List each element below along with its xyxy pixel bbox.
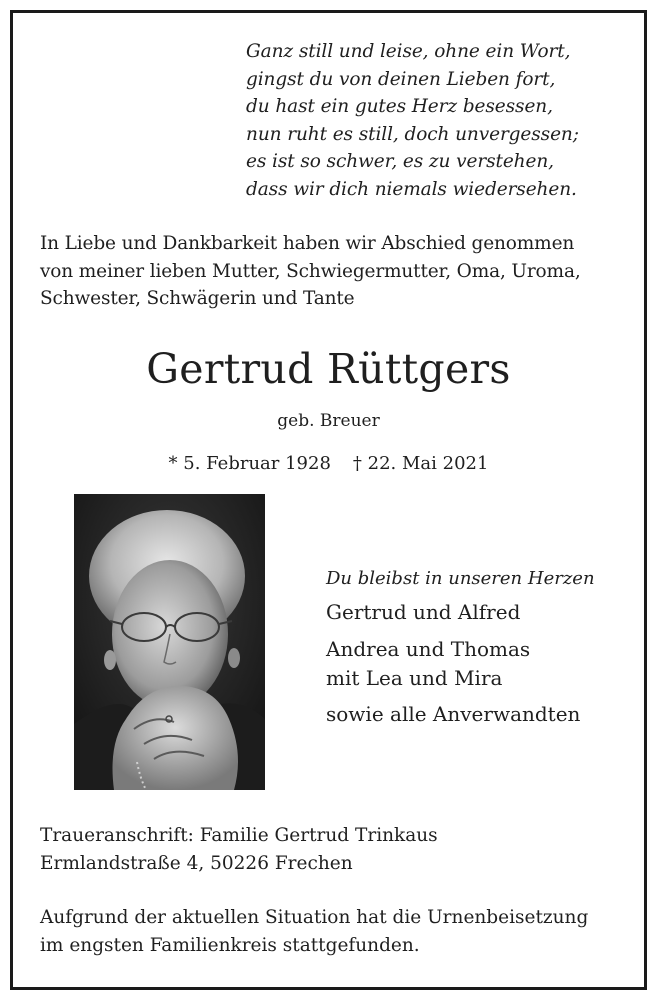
mourner-line: Gertrud und Alfred [326, 600, 521, 624]
maiden-name: geb. Breuer [277, 411, 380, 431]
death-date: † 22. Mai 2021 [352, 453, 489, 474]
poem-line: nun ruht es still, doch unvergessen; [246, 123, 579, 145]
mourner-line: mit Lea und Mira [326, 666, 503, 690]
burial-note [40, 904, 588, 959]
mourner-line: sowie alle Anverwandten [326, 702, 581, 726]
life-dates [0, 451, 657, 477]
address-line: Ermlandstraße 4, 50226 Frechen [40, 852, 353, 874]
mourner-line: Andrea und Thomas [326, 637, 531, 661]
intro-line: In Liebe und Dankbarkeit haben wir Abschied genommen [40, 233, 575, 254]
intro-line: von meiner lieben Mutter, Schwiegermutter, Oma, Uroma, [40, 260, 581, 282]
poem-line: dass wir dich niemals wiedersehen. [246, 178, 577, 200]
mourners-motto: Du bleibst in unseren Herzen [326, 568, 595, 589]
note-line: im engsten Familienkreis stattgefunden. [40, 934, 420, 956]
ear [104, 650, 116, 670]
intro-line: Schwester, Schwägerin und Tante [40, 288, 355, 309]
deceased-name: Gertrud Rüttgers [146, 345, 511, 393]
mourners-block [326, 566, 595, 729]
poem-line: gingst du von deinen Lieben fort, [246, 68, 556, 90]
note-line: Aufgrund der aktuellen Situation hat die Urnenbeisetzung [40, 907, 589, 928]
poem-line: es ist so schwer, es zu verstehen, [246, 151, 554, 172]
ear [228, 648, 240, 668]
mourning-address [40, 822, 438, 877]
poem-line: Ganz still und leise, ohne ein Wort, [246, 41, 571, 62]
poem [246, 38, 579, 203]
birth-date: * 5. Februar 1928 [168, 453, 331, 474]
portrait-photo [74, 494, 265, 790]
poem-line: du hast ein gutes Herz besessen, [246, 96, 553, 117]
intro-text [40, 230, 581, 313]
address-line: Traueranschrift: Familie Gertrud Trinkaus [40, 825, 438, 846]
